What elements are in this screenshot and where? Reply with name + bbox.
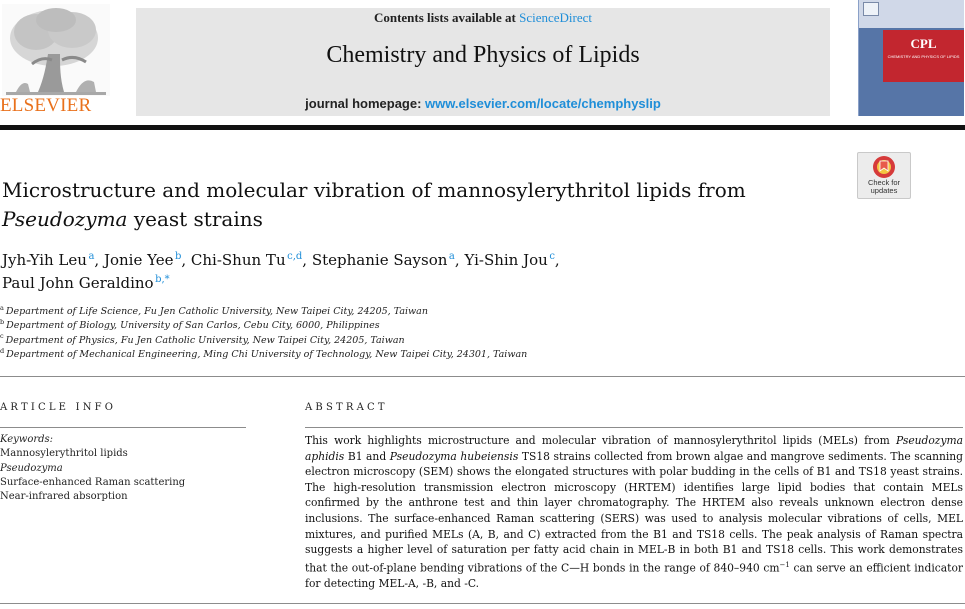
abstract-text-4: can serve an efficient indicator for detecting MEL-A, -B, and -C.: [305, 561, 964, 590]
contents-line: [136, 10, 830, 26]
title-genus: Pseudozyma: [2, 207, 128, 231]
keyword-item[interactable]: Near-infrared absorption: [0, 491, 128, 503]
abstract-text-1: This work highlights microstructure and molecular vibration of mannosylerythritol lipids (MELs) from: [305, 434, 896, 447]
keywords-label: Keywords:: [0, 434, 54, 445]
author-name[interactable]: Jyh-Yih Leu: [2, 251, 87, 269]
author-affiliation-mark[interactable]: a: [448, 251, 455, 262]
article-info-divider: [0, 427, 246, 428]
elsevier-logo[interactable]: [0, 0, 112, 118]
author-name[interactable]: Jonie Yee: [103, 251, 174, 269]
cover-publisher-logo-icon: [863, 2, 879, 16]
abstract-superscript: −1: [779, 560, 790, 569]
check-for-updates-button[interactable]: [857, 152, 911, 199]
affiliation-text: Department of Mechanical Engineering, Ming Chi University of Technology, New Taipei City, 24301, Taiwan: [6, 348, 528, 360]
cover-title-band: [883, 30, 964, 82]
affiliation-divider: [0, 376, 965, 377]
affiliation-mark: c: [0, 332, 4, 341]
affiliation-mark: d: [0, 346, 5, 355]
header-divider: [0, 125, 965, 130]
author-affiliation-mark[interactable]: b,*: [155, 274, 170, 285]
journal-homepage-link[interactable]: www.elsevier.com/locate/chemphyslip: [425, 96, 661, 111]
cover-label: CPL: [910, 36, 937, 51]
author-affiliation-mark[interactable]: c: [549, 251, 555, 262]
elsevier-tree-icon: [2, 4, 110, 96]
abstract-text-3: TS18 strains collected from brown algae and mangrove sediments. The scanning electron microscopy (SEM) shows the elongated structures with polar budding in the cells of B1 and TS18 yeast strains. The high-resolution transmission electron microscopy (HRTEM) identifies large lipid bodies that contain MELs confirmed by the anthrone test and thin layer chromatography. The HRTEM also reveals unknown electron dense inclusions. The surface-enhanced Raman scattering (SERS) was used to analysis molecular vibrations of cells, MEL mixtures, and purified MELs (A, B, and C) extracted from the B1 and TS18 cells. The peak analysis of Raman spectra suggests a higher level of saturation per fatty acid chain in MEL-B in both B1 and TS18 cells. This work demonstrates that the out-of-plane bending vibrations of the C—H bonds in the range of 840–940 cm: [305, 449, 964, 575]
crossmark-icon: [871, 155, 897, 179]
check-updates-line2: updates: [870, 186, 898, 195]
affiliation-item: [0, 348, 900, 362]
author-list: Jyh-Yih Leu $^a$, Jonie Yee $^b$, Chi-Shun Tu $^{c,d}$, Stephanie Sayson $^a$, Yi-Shin Jou $^c$, Paul John Geraldino $^{b,*}$: [2, 251, 560, 292]
keywords-block: [0, 433, 240, 504]
keyword-item[interactable]: Pseudozyma: [0, 462, 63, 474]
journal-header: [0, 0, 965, 118]
homepage-prefix: journal homepage:: [305, 96, 426, 111]
check-updates-line1: Check for: [867, 178, 901, 187]
homepage-line: [136, 96, 830, 111]
affiliation-mark: b: [0, 318, 5, 327]
title-part2: yeast strains: [127, 207, 263, 231]
elsevier-wordmark: ELSEVIER: [0, 95, 92, 116]
author-name[interactable]: Yi-Shin Jou: [464, 251, 548, 269]
sciencedirect-link[interactable]: ScienceDirect: [519, 10, 593, 25]
affiliation-text: Department of Life Science, Fu Jen Catholic University, New Taipei City, 24205, Taiwan: [5, 306, 428, 317]
article-title: [2, 176, 842, 234]
author-name[interactable]: Stephanie Sayson: [311, 251, 448, 269]
title-part1: Microstructure and molecular vibration of mannosylerythritol lipids from: [2, 178, 746, 202]
cover-subtitle: CHEMISTRY AND PHYSICS OF LIPIDS: [887, 54, 960, 59]
affiliation-mark: a: [0, 303, 4, 312]
bottom-divider: [0, 603, 965, 604]
affiliation-text: Department of Biology, University of San Carlos, Cebu City, 6000, Philippines: [6, 320, 380, 332]
check-for-updates-label: [858, 179, 910, 195]
affiliation-list: [0, 305, 900, 362]
abstract-species-2: Pseudozyma hubeiensis: [389, 449, 519, 463]
journal-banner: [136, 8, 830, 116]
abstract-heading: ABSTRACT: [305, 402, 388, 413]
abstract-species-1: Pseudozyma aphidis: [305, 434, 963, 463]
author-affiliation-mark[interactable]: a: [88, 251, 95, 262]
cover-top-strip: [859, 0, 964, 28]
author-affiliation-mark[interactable]: b: [174, 251, 182, 262]
keyword-item[interactable]: Surface-enhanced Raman scattering: [0, 476, 186, 488]
keyword-item[interactable]: Mannosylerythritol lipids: [0, 448, 128, 460]
affiliation-text: Department of Physics, Fu Jen Catholic University, New Taipei City, 24205, Taiwan: [5, 334, 405, 346]
affiliation-item: [0, 334, 900, 348]
abstract-divider: [305, 427, 963, 428]
abstract-text-2: B1 and: [344, 449, 390, 463]
journal-title[interactable]: Chemistry and Physics of Lipids: [326, 42, 640, 68]
abstract-text: [305, 433, 963, 592]
author-name[interactable]: Paul John Geraldino: [2, 274, 154, 292]
contents-prefix: Contents lists available at: [373, 10, 520, 25]
article-info-heading: ARTICLE INFO: [0, 402, 117, 413]
author-name[interactable]: Chi-Shun Tu: [190, 251, 286, 269]
author-affiliation-mark[interactable]: c,d: [287, 251, 303, 262]
journal-cover-thumbnail[interactable]: [858, 0, 964, 116]
affiliation-item: [0, 319, 900, 333]
affiliation-item: [0, 305, 900, 319]
